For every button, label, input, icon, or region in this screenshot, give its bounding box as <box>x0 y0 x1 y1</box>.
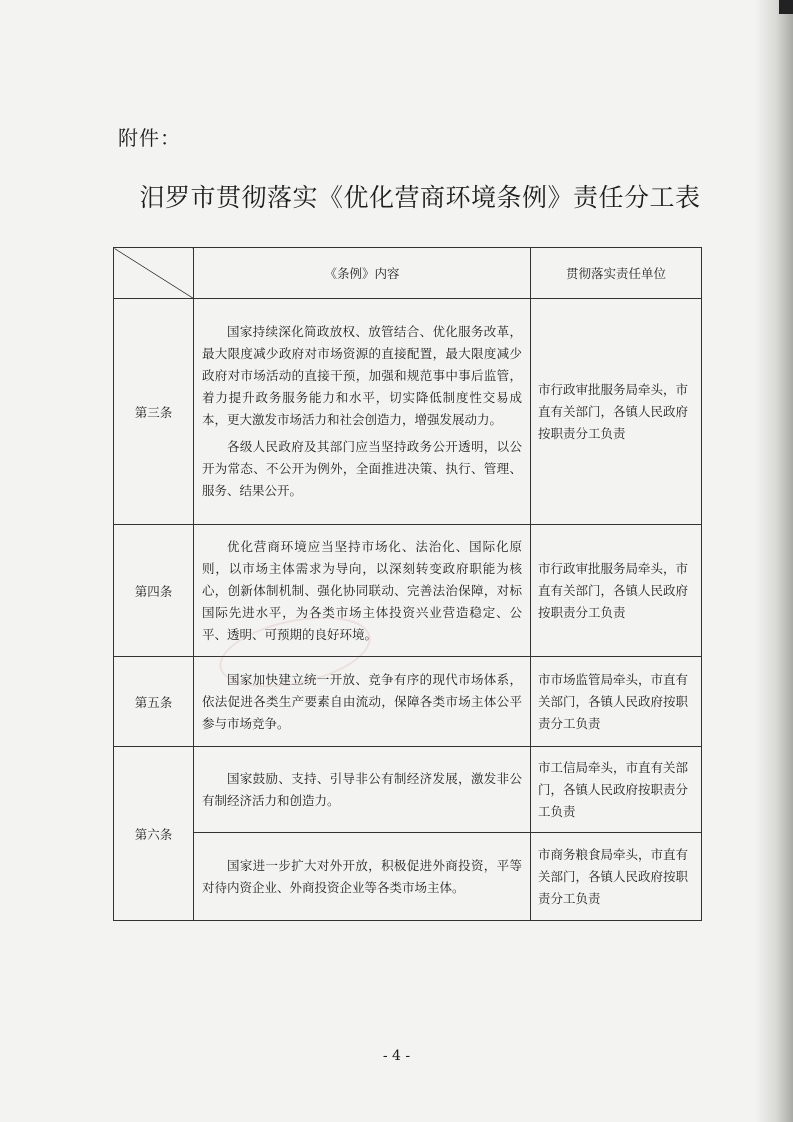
article-content <box>194 833 531 921</box>
responsible-unit: 市市场监管局牵头，市直有关部门，各镇人民政府按职责分工负责 <box>531 657 702 747</box>
content-paragraph: 国家进一步扩大对外开放，积极促进外商投资，平等对待内资企业、外商投资企业等各类市场主体。 <box>202 857 522 895</box>
attachment-label: 附件： <box>118 126 181 150</box>
article-number: 第五条 <box>114 657 194 747</box>
content-paragraph: 国家加快建立统一开放、竞争有序的现代市场体系，依法促进各类生产要素自由流动，保障各类市场主体公平参与市场竞争。 <box>202 671 522 731</box>
table-row <box>114 833 702 921</box>
table-row <box>114 525 702 657</box>
article-content <box>194 525 531 657</box>
content-paragraph: 各级人民政府及其部门应当坚持政务公开透明，以公开为常态、不公开为例外，全面推进决策、执行、管理、服务、结果公开。 <box>202 439 522 498</box>
responsibility-table <box>113 247 702 921</box>
article-content <box>194 299 531 525</box>
responsible-unit: 市工信局牵头，市直有关部门，各镇人民政府按职责分工负责 <box>531 747 702 833</box>
table-row <box>114 747 702 833</box>
table-header-row <box>114 248 702 299</box>
page-number: - 4 - <box>382 1048 411 1064</box>
article-content <box>194 747 531 833</box>
table-row <box>114 657 702 747</box>
header-diagonal-cell <box>114 248 194 299</box>
header-content: 《条例》内容 <box>194 248 531 299</box>
responsible-unit: 市行政审批服务局牵头，市直有关部门，各镇人民政府按职责分工负责 <box>531 299 702 525</box>
scan-corner-mark <box>779 0 793 14</box>
scan-page-edge <box>755 0 793 1122</box>
article-number: 第六条 <box>114 747 194 921</box>
document-title: 汨罗市贯彻落实《优化营商环境条例》责任分工表 <box>139 183 701 212</box>
article-content <box>194 657 531 747</box>
table-row <box>114 299 702 525</box>
content-paragraph: 优化营商环境应当坚持市场化、法治化、国际化原则，以市场主体需求为导向，以深刻转变政府职能为核心，创新体制机制、强化协同联动、完善法治保障，对标国际先进水平，为各类市场主体投资兴业营造稳定、公平、透明、可预期的良好环境。 <box>202 538 522 642</box>
header-responsible-unit: 贯彻落实责任单位 <box>531 248 702 299</box>
responsible-unit: 市商务粮食局牵头，市直有关部门，各镇人民政府按职责分工负责 <box>531 833 702 921</box>
content-paragraph: 国家持续深化简政放权、放管结合、优化服务改革，最大限度减少政府对市场资源的直接配置，最大限度减少政府对市场活动的直接干预，加强和规范事中事后监管，着力提升政务服务能力和水平，切实降低制度性交易成本，更大激发市场活力和社会创造力，增强发展动力。 <box>202 324 522 427</box>
article-number: 第四条 <box>114 525 194 657</box>
responsible-unit: 市行政审批服务局牵头，市直有关部门，各镇人民政府按职责分工负责 <box>531 525 702 657</box>
content-paragraph: 国家鼓励、支持、引导非公有制经济发展，激发非公有制经济活力和创造力。 <box>202 770 522 808</box>
article-number: 第三条 <box>114 299 194 525</box>
